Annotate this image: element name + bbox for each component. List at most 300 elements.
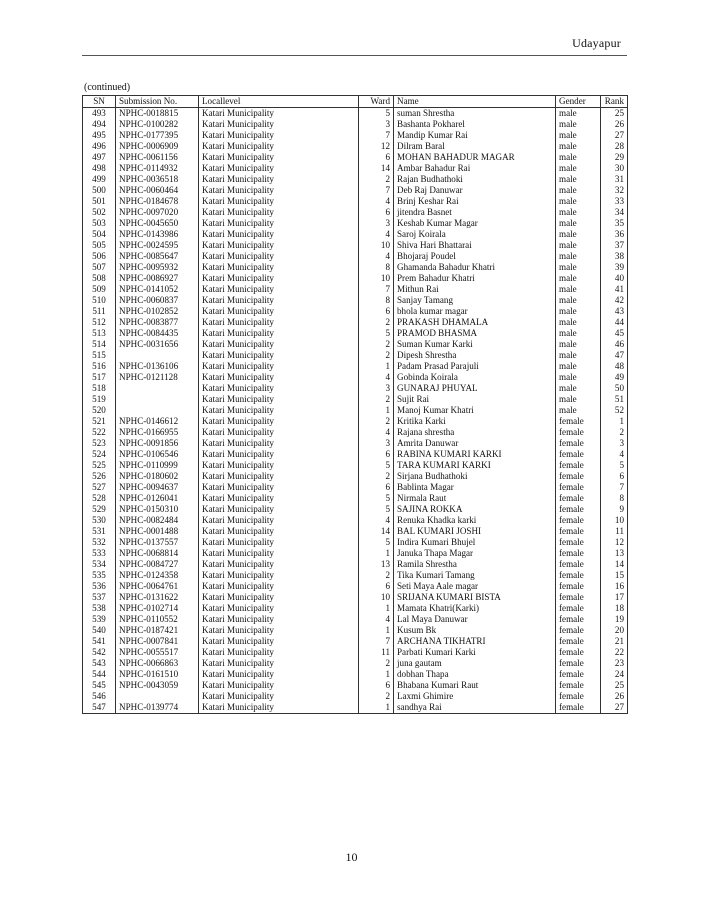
cell-sn: 518 <box>83 383 116 394</box>
cell-rank: 10 <box>601 515 628 526</box>
cell-name: bhola kumar magar <box>394 306 556 317</box>
cell-sn: 532 <box>83 537 116 548</box>
cell-submission-no: NPHC-0006909 <box>116 141 199 152</box>
cell-sn: 500 <box>83 185 116 196</box>
cell-submission-no: NPHC-0180602 <box>116 471 199 482</box>
cell-sn: 536 <box>83 581 116 592</box>
table-header <box>83 96 628 108</box>
cell-gender: female <box>556 647 601 658</box>
cell-ward: 2 <box>359 174 394 185</box>
table-row <box>83 691 628 702</box>
cell-submission-no: NPHC-0106546 <box>116 449 199 460</box>
cell-sn: 505 <box>83 240 116 251</box>
cell-locallevel: Katari Municipality <box>199 680 359 691</box>
cell-sn: 516 <box>83 361 116 372</box>
column-header-locallevel: Locallevel <box>199 96 359 108</box>
cell-ward: 2 <box>359 339 394 350</box>
cell-locallevel: Katari Municipality <box>199 284 359 295</box>
table-row <box>83 306 628 317</box>
table-row <box>83 482 628 493</box>
continued-label: (continued) <box>84 82 131 93</box>
column-header-submission: Submission No. <box>116 96 199 108</box>
table-row <box>83 614 628 625</box>
cell-gender: female <box>556 537 601 548</box>
cell-locallevel: Katari Municipality <box>199 240 359 251</box>
table-row <box>83 647 628 658</box>
cell-ward: 6 <box>359 306 394 317</box>
cell-sn: 508 <box>83 273 116 284</box>
cell-rank: 40 <box>601 273 628 284</box>
cell-rank: 41 <box>601 284 628 295</box>
cell-locallevel: Katari Municipality <box>199 196 359 207</box>
cell-name: TARA KUMARI KARKI <box>394 460 556 471</box>
cell-sn: 503 <box>83 218 116 229</box>
cell-sn: 524 <box>83 449 116 460</box>
cell-gender: male <box>556 130 601 141</box>
cell-sn: 547 <box>83 702 116 714</box>
cell-name: SAJINA ROKKA <box>394 504 556 515</box>
cell-locallevel: Katari Municipality <box>199 130 359 141</box>
cell-locallevel: Katari Municipality <box>199 537 359 548</box>
cell-ward: 7 <box>359 185 394 196</box>
cell-locallevel: Katari Municipality <box>199 526 359 537</box>
cell-gender: female <box>556 658 601 669</box>
cell-name: Manoj Kumar Khatri <box>394 405 556 416</box>
cell-locallevel: Katari Municipality <box>199 207 359 218</box>
cell-submission-no: NPHC-0068814 <box>116 548 199 559</box>
table-row <box>83 625 628 636</box>
cell-submission-no: NPHC-0146612 <box>116 416 199 427</box>
table-body <box>83 108 628 714</box>
cell-sn: 541 <box>83 636 116 647</box>
table-row <box>83 108 628 120</box>
table-row <box>83 449 628 460</box>
cell-gender: female <box>556 438 601 449</box>
cell-gender: male <box>556 383 601 394</box>
cell-locallevel: Katari Municipality <box>199 702 359 714</box>
table-row <box>83 163 628 174</box>
table-row <box>83 218 628 229</box>
cell-gender: female <box>556 449 601 460</box>
cell-gender: male <box>556 361 601 372</box>
table-row <box>83 383 628 394</box>
cell-submission-no: NPHC-0126041 <box>116 493 199 504</box>
cell-ward: 1 <box>359 669 394 680</box>
running-head-title: Udayapur <box>572 36 621 50</box>
cell-name: Amrita Danuwar <box>394 438 556 449</box>
cell-sn: 496 <box>83 141 116 152</box>
cell-name: Bablinta Magar <box>394 482 556 493</box>
cell-locallevel: Katari Municipality <box>199 658 359 669</box>
table-row <box>83 229 628 240</box>
cell-sn: 523 <box>83 438 116 449</box>
cell-locallevel: Katari Municipality <box>199 559 359 570</box>
cell-gender: female <box>556 691 601 702</box>
cell-name: Saroj Koirala <box>394 229 556 240</box>
table-row <box>83 405 628 416</box>
cell-rank: 8 <box>601 493 628 504</box>
cell-locallevel: Katari Municipality <box>199 394 359 405</box>
cell-submission-no: NPHC-0024595 <box>116 240 199 251</box>
table-row <box>83 702 628 714</box>
cell-locallevel: Katari Municipality <box>199 482 359 493</box>
cell-rank: 13 <box>601 548 628 559</box>
cell-gender: male <box>556 262 601 273</box>
cell-rank: 27 <box>601 702 628 714</box>
cell-locallevel: Katari Municipality <box>199 625 359 636</box>
cell-name: Dilram Baral <box>394 141 556 152</box>
cell-submission-no: NPHC-0161510 <box>116 669 199 680</box>
table-row <box>83 515 628 526</box>
cell-ward: 6 <box>359 581 394 592</box>
cell-rank: 12 <box>601 537 628 548</box>
cell-sn: 526 <box>83 471 116 482</box>
cell-rank: 7 <box>601 482 628 493</box>
cell-sn: 546 <box>83 691 116 702</box>
cell-locallevel: Katari Municipality <box>199 295 359 306</box>
cell-rank: 31 <box>601 174 628 185</box>
cell-rank: 26 <box>601 119 628 130</box>
cell-name: GUNARAJ PHUYAL <box>394 383 556 394</box>
table-row <box>83 669 628 680</box>
cell-rank: 28 <box>601 141 628 152</box>
cell-gender: female <box>556 515 601 526</box>
cell-sn: 533 <box>83 548 116 559</box>
cell-sn: 537 <box>83 592 116 603</box>
cell-gender: male <box>556 295 601 306</box>
cell-name: Prem Bahadur Khatri <box>394 273 556 284</box>
table-row <box>83 295 628 306</box>
cell-sn: 528 <box>83 493 116 504</box>
cell-submission-no: NPHC-0094637 <box>116 482 199 493</box>
cell-rank: 25 <box>601 108 628 120</box>
cell-sn: 539 <box>83 614 116 625</box>
cell-sn: 542 <box>83 647 116 658</box>
cell-sn: 501 <box>83 196 116 207</box>
cell-ward: 3 <box>359 438 394 449</box>
cell-submission-no: NPHC-0110999 <box>116 460 199 471</box>
cell-submission-no: NPHC-0036518 <box>116 174 199 185</box>
cell-sn: 519 <box>83 394 116 405</box>
cell-name: Bashanta Pokharel <box>394 119 556 130</box>
cell-ward: 4 <box>359 196 394 207</box>
cell-locallevel: Katari Municipality <box>199 339 359 350</box>
cell-ward: 2 <box>359 471 394 482</box>
cell-gender: male <box>556 207 601 218</box>
cell-ward: 5 <box>359 460 394 471</box>
cell-gender: male <box>556 328 601 339</box>
cell-sn: 534 <box>83 559 116 570</box>
cell-locallevel: Katari Municipality <box>199 592 359 603</box>
cell-submission-no: NPHC-0085647 <box>116 251 199 262</box>
cell-gender: female <box>556 570 601 581</box>
cell-gender: female <box>556 592 601 603</box>
cell-gender: female <box>556 548 601 559</box>
cell-rank: 46 <box>601 339 628 350</box>
cell-submission-no: NPHC-0083877 <box>116 317 199 328</box>
cell-ward: 10 <box>359 592 394 603</box>
cell-locallevel: Katari Municipality <box>199 636 359 647</box>
cell-submission-no: NPHC-0084727 <box>116 559 199 570</box>
table-row <box>83 438 628 449</box>
table-row <box>83 119 628 130</box>
cell-locallevel: Katari Municipality <box>199 185 359 196</box>
cell-sn: 513 <box>83 328 116 339</box>
cell-name: PRAKASH DHAMALA <box>394 317 556 328</box>
cell-locallevel: Katari Municipality <box>199 108 359 120</box>
cell-gender: female <box>556 614 601 625</box>
cell-submission-no: NPHC-0086927 <box>116 273 199 284</box>
cell-gender: female <box>556 625 601 636</box>
cell-rank: 23 <box>601 658 628 669</box>
cell-rank: 19 <box>601 614 628 625</box>
cell-sn: 527 <box>83 482 116 493</box>
cell-ward: 1 <box>359 405 394 416</box>
table-row <box>83 240 628 251</box>
cell-locallevel: Katari Municipality <box>199 262 359 273</box>
cell-sn: 535 <box>83 570 116 581</box>
cell-name: Rajana shrestha <box>394 427 556 438</box>
cell-name: suman Shrestha <box>394 108 556 120</box>
cell-name: Shiva Hari Bhattarai <box>394 240 556 251</box>
cell-locallevel: Katari Municipality <box>199 471 359 482</box>
table-row <box>83 361 628 372</box>
cell-rank: 20 <box>601 625 628 636</box>
cell-submission-no: NPHC-0102852 <box>116 306 199 317</box>
table-row <box>83 504 628 515</box>
cell-locallevel: Katari Municipality <box>199 438 359 449</box>
cell-submission-no: NPHC-0177395 <box>116 130 199 141</box>
table-row <box>83 460 628 471</box>
cell-name: Mamata Khatri(Karki) <box>394 603 556 614</box>
cell-name: Keshab Kumar Magar <box>394 218 556 229</box>
cell-submission-no <box>116 350 199 361</box>
cell-name: Kusum Bk <box>394 625 556 636</box>
cell-sn: 512 <box>83 317 116 328</box>
cell-submission-no: NPHC-0100282 <box>116 119 199 130</box>
cell-ward: 6 <box>359 449 394 460</box>
cell-gender: male <box>556 284 601 295</box>
cell-name: Ramila Shrestha <box>394 559 556 570</box>
cell-submission-no: NPHC-0139774 <box>116 702 199 714</box>
cell-submission-no: NPHC-0066863 <box>116 658 199 669</box>
cell-locallevel: Katari Municipality <box>199 570 359 581</box>
cell-ward: 4 <box>359 372 394 383</box>
cell-sn: 520 <box>83 405 116 416</box>
cell-submission-no: NPHC-0018815 <box>116 108 199 120</box>
cell-rank: 9 <box>601 504 628 515</box>
table-row <box>83 174 628 185</box>
cell-name: Ghamanda Bahadur Khatri <box>394 262 556 273</box>
table-row <box>83 372 628 383</box>
table-row <box>83 592 628 603</box>
column-header-sn: SN <box>83 96 116 108</box>
cell-rank: 22 <box>601 647 628 658</box>
cell-ward: 1 <box>359 548 394 559</box>
cell-name: Dipesh Shrestha <box>394 350 556 361</box>
cell-ward: 14 <box>359 526 394 537</box>
cell-rank: 14 <box>601 559 628 570</box>
cell-gender: male <box>556 141 601 152</box>
cell-gender: male <box>556 306 601 317</box>
cell-name: Sujit Rai <box>394 394 556 405</box>
cell-gender: female <box>556 504 601 515</box>
cell-gender: male <box>556 405 601 416</box>
cell-rank: 49 <box>601 372 628 383</box>
cell-sn: 522 <box>83 427 116 438</box>
cell-sn: 510 <box>83 295 116 306</box>
table-row <box>83 658 628 669</box>
cell-submission-no: NPHC-0121128 <box>116 372 199 383</box>
cell-name: Januka Thapa Magar <box>394 548 556 559</box>
table-row <box>83 471 628 482</box>
table-row <box>83 339 628 350</box>
cell-locallevel: Katari Municipality <box>199 361 359 372</box>
cell-rank: 38 <box>601 251 628 262</box>
cell-submission-no <box>116 383 199 394</box>
cell-submission-no: NPHC-0045650 <box>116 218 199 229</box>
cell-locallevel: Katari Municipality <box>199 581 359 592</box>
cell-locallevel: Katari Municipality <box>199 152 359 163</box>
cell-name: RABINA KUMARI KARKI <box>394 449 556 460</box>
cell-gender: female <box>556 702 601 714</box>
cell-ward: 1 <box>359 625 394 636</box>
cell-sn: 498 <box>83 163 116 174</box>
cell-name: juna gautam <box>394 658 556 669</box>
table-row <box>83 416 628 427</box>
cell-locallevel: Katari Municipality <box>199 229 359 240</box>
cell-ward: 2 <box>359 350 394 361</box>
cell-sn: 525 <box>83 460 116 471</box>
cell-gender: male <box>556 372 601 383</box>
table-row <box>83 262 628 273</box>
cell-rank: 6 <box>601 471 628 482</box>
cell-locallevel: Katari Municipality <box>199 317 359 328</box>
cell-name: MOHAN BAHADUR MAGAR <box>394 152 556 163</box>
cell-gender: female <box>556 669 601 680</box>
cell-name: Suman Kumar Karki <box>394 339 556 350</box>
cell-ward: 6 <box>359 152 394 163</box>
cell-name: Sanjay Tamang <box>394 295 556 306</box>
cell-ward: 3 <box>359 119 394 130</box>
cell-rank: 24 <box>601 669 628 680</box>
cell-gender: male <box>556 196 601 207</box>
cell-rank: 52 <box>601 405 628 416</box>
cell-gender: female <box>556 460 601 471</box>
cell-submission-no: NPHC-0082484 <box>116 515 199 526</box>
cell-rank: 45 <box>601 328 628 339</box>
cell-ward: 2 <box>359 570 394 581</box>
cell-sn: 507 <box>83 262 116 273</box>
cell-rank: 16 <box>601 581 628 592</box>
cell-submission-no: NPHC-0141052 <box>116 284 199 295</box>
cell-gender: male <box>556 152 601 163</box>
cell-gender: female <box>556 603 601 614</box>
cell-gender: female <box>556 416 601 427</box>
cell-rank: 51 <box>601 394 628 405</box>
cell-locallevel: Katari Municipality <box>199 405 359 416</box>
cell-gender: male <box>556 174 601 185</box>
cell-rank: 25 <box>601 680 628 691</box>
cell-submission-no: NPHC-0110552 <box>116 614 199 625</box>
cell-name: Renuka Khadka karki <box>394 515 556 526</box>
cell-name: Rajan Budhathoki <box>394 174 556 185</box>
cell-rank: 47 <box>601 350 628 361</box>
cell-rank: 33 <box>601 196 628 207</box>
cell-submission-no: NPHC-0184678 <box>116 196 199 207</box>
cell-rank: 4 <box>601 449 628 460</box>
cell-submission-no: NPHC-0001488 <box>116 526 199 537</box>
cell-gender: male <box>556 350 601 361</box>
cell-ward: 8 <box>359 295 394 306</box>
cell-name: jitendra Basnet <box>394 207 556 218</box>
cell-rank: 21 <box>601 636 628 647</box>
cell-rank: 17 <box>601 592 628 603</box>
cell-ward: 4 <box>359 229 394 240</box>
cell-name: Deb Raj Danuwar <box>394 185 556 196</box>
cell-rank: 43 <box>601 306 628 317</box>
cell-name: Parbati Kumari Karki <box>394 647 556 658</box>
cell-ward: 2 <box>359 691 394 702</box>
cell-rank: 18 <box>601 603 628 614</box>
cell-ward: 11 <box>359 647 394 658</box>
cell-name: BAL KUMARI JOSHI <box>394 526 556 537</box>
cell-name: Kritika Karki <box>394 416 556 427</box>
cell-gender: male <box>556 229 601 240</box>
table-row <box>83 559 628 570</box>
cell-ward: 2 <box>359 317 394 328</box>
cell-gender: male <box>556 394 601 405</box>
cell-sn: 515 <box>83 350 116 361</box>
table-row <box>83 493 628 504</box>
header-row <box>83 96 628 108</box>
cell-gender: male <box>556 163 601 174</box>
cell-ward: 5 <box>359 504 394 515</box>
table-row <box>83 152 628 163</box>
cell-ward: 7 <box>359 284 394 295</box>
cell-submission-no: NPHC-0114932 <box>116 163 199 174</box>
cell-gender: female <box>556 636 601 647</box>
cell-sn: 504 <box>83 229 116 240</box>
cell-name: Lal Maya Danuwar <box>394 614 556 625</box>
cell-locallevel: Katari Municipality <box>199 306 359 317</box>
cell-ward: 5 <box>359 537 394 548</box>
cell-rank: 15 <box>601 570 628 581</box>
cell-submission-no: NPHC-0031656 <box>116 339 199 350</box>
table-row <box>83 196 628 207</box>
cell-ward: 6 <box>359 482 394 493</box>
cell-name: Indira Kumari Bhujel <box>394 537 556 548</box>
cell-gender: female <box>556 526 601 537</box>
cell-locallevel: Katari Municipality <box>199 669 359 680</box>
cell-sn: 495 <box>83 130 116 141</box>
cell-name: Laxmi Ghimire <box>394 691 556 702</box>
cell-name: Brinj Keshar Rai <box>394 196 556 207</box>
cell-locallevel: Katari Municipality <box>199 691 359 702</box>
cell-rank: 5 <box>601 460 628 471</box>
cell-gender: female <box>556 482 601 493</box>
cell-rank: 27 <box>601 130 628 141</box>
cell-locallevel: Katari Municipality <box>199 372 359 383</box>
cell-gender: female <box>556 581 601 592</box>
cell-rank: 30 <box>601 163 628 174</box>
table-row <box>83 284 628 295</box>
cell-ward: 5 <box>359 328 394 339</box>
cell-submission-no: NPHC-0060837 <box>116 295 199 306</box>
cell-locallevel: Katari Municipality <box>199 273 359 284</box>
cell-gender: female <box>556 493 601 504</box>
table-row <box>83 317 628 328</box>
